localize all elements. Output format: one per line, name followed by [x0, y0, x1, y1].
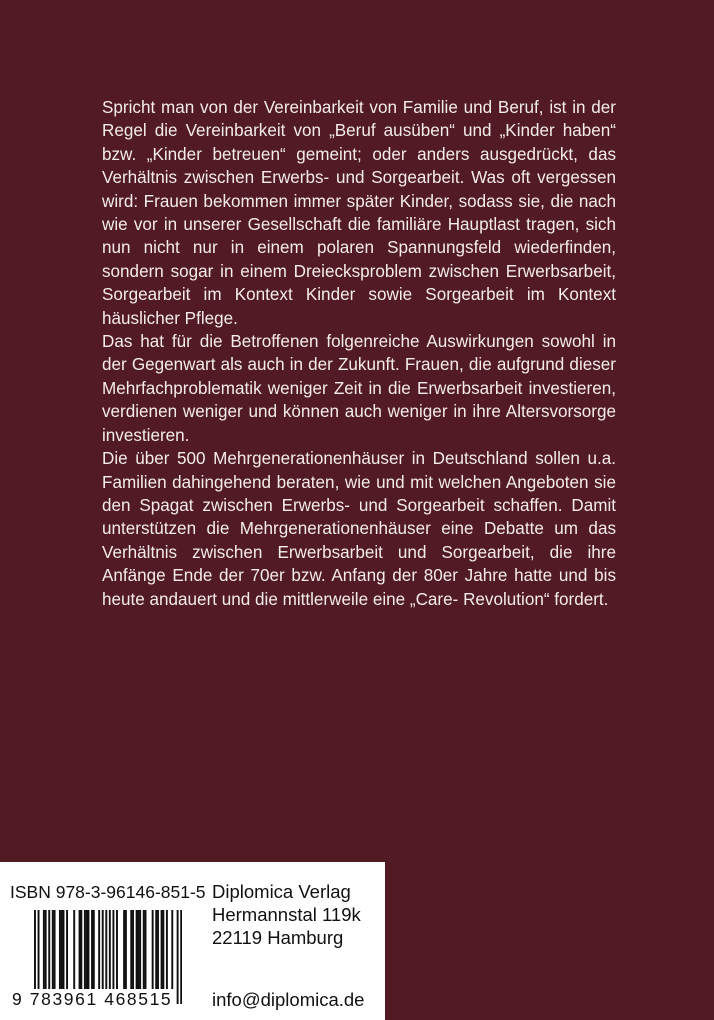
barcode-bar	[84, 910, 86, 990]
barcode-bar	[109, 910, 111, 990]
barcode-bar	[63, 910, 65, 990]
barcode-bar	[45, 910, 47, 990]
publisher-name: Diplomica Verlag	[212, 881, 351, 902]
barcode-bar	[161, 910, 163, 990]
blurb-paragraph-3: Die über 500 Mehrgenerationenhäuser in Deutschland sollen u.a. Familien dahingehend beraten, wie und mit welchen Angeboten sie den Spagat zwischen Erwerbs- und Sorgearbeit schaffen. Damit unterstützen die Mehrgenerationenhäuser eine Debatte um das Verhältnis zwischen Erwerbsarbeit und Sorgearbeit, die ihre Anfänge Ende der 70er bzw. Anfang der 80er Jahre hatte und bis heute andauert und die mittlerweile eine „Care- Revolution“ fordert.	[102, 449, 616, 609]
barcode-bar	[143, 910, 145, 990]
barcode-bar	[52, 910, 54, 990]
barcode-bar	[180, 910, 182, 1004]
barcode-bar	[125, 910, 127, 990]
barcode-bar	[132, 910, 134, 990]
barcode-bar	[87, 910, 89, 990]
publisher-address	[212, 880, 361, 949]
barcode-bar	[139, 910, 141, 990]
barcode-bar	[123, 910, 125, 990]
barcode-digits: 9 783961 468515	[12, 989, 173, 1009]
barcode-bar	[171, 910, 173, 990]
publisher-city: 22119 Hamburg	[212, 927, 344, 948]
isbn-publisher-box	[0, 862, 385, 1020]
barcode-bar	[162, 910, 164, 990]
publisher-email: info@diplomica.de	[212, 989, 365, 1010]
barcode-bar	[61, 910, 63, 990]
barcode-bar	[79, 910, 81, 990]
barcode-bar	[73, 910, 75, 990]
barcode-bar	[152, 910, 154, 990]
barcode-bar	[137, 910, 139, 990]
back-cover-blurb	[102, 96, 616, 611]
barcode-bar	[48, 910, 50, 990]
barcode-bar	[98, 910, 100, 990]
barcode-bar	[66, 910, 68, 990]
barcode-bar	[136, 910, 138, 990]
barcode-bar	[102, 910, 104, 990]
barcode-bar	[43, 910, 45, 990]
barcode-bar	[177, 910, 179, 1004]
barcode-bar	[80, 910, 82, 990]
isbn-label: ISBN 978-3-96146-851-5	[10, 882, 206, 902]
barcode-bar	[91, 910, 93, 990]
barcode-bar	[105, 910, 107, 990]
barcode-bar	[145, 910, 147, 990]
blurb-paragraph-2: Das hat für die Betroffenen folgenreiche Auswirkungen sowohl in der Gegenwart als auch in der Zukunft. Frauen, die aufgrund dieser Mehrfachproblematik weniger Zeit in die Erwerbsarbeit investieren, verdienen weniger und können auch weniger in ihre Altersvorsorge investieren.	[102, 332, 616, 445]
barcode-bar	[93, 910, 95, 990]
publisher-street: Hermannstal 119k	[212, 904, 361, 925]
barcode-bar	[54, 910, 56, 990]
barcode-bar	[157, 910, 159, 990]
barcode-bar	[130, 910, 132, 990]
barcode-bar	[86, 910, 88, 990]
blurb-paragraph-1: Spricht man von der Vereinbarkeit von Familie und Beruf, ist in der Regel die Vereinbarkeit von „Beruf ausüben“ und „Kinder haben“ bzw. „Kinder betreuen“ gemeint; oder anders ausgedrückt, das Verhältnis zwischen Erwerbs- und Sorgearbeit. Was oft vergessen wird: Frauen bekommen immer später Kinder, sodass sie, die nach wie vor in unserer Gesellschaft die familiäre Hauptlast tragen, sich nun nicht nur in einem polaren Spannungsfeld wiederfinden, sondern sogar in einem Dreiecksproblem zwischen Erwerbsarbeit, Sorgearbeit im Kontext Kinder sowie Sorgearbeit im Kontext häuslicher Pflege.	[102, 98, 616, 328]
barcode-bar	[155, 910, 157, 990]
barcode-bar	[166, 910, 168, 990]
barcode-bar	[112, 910, 114, 990]
barcode-bar	[59, 910, 61, 990]
